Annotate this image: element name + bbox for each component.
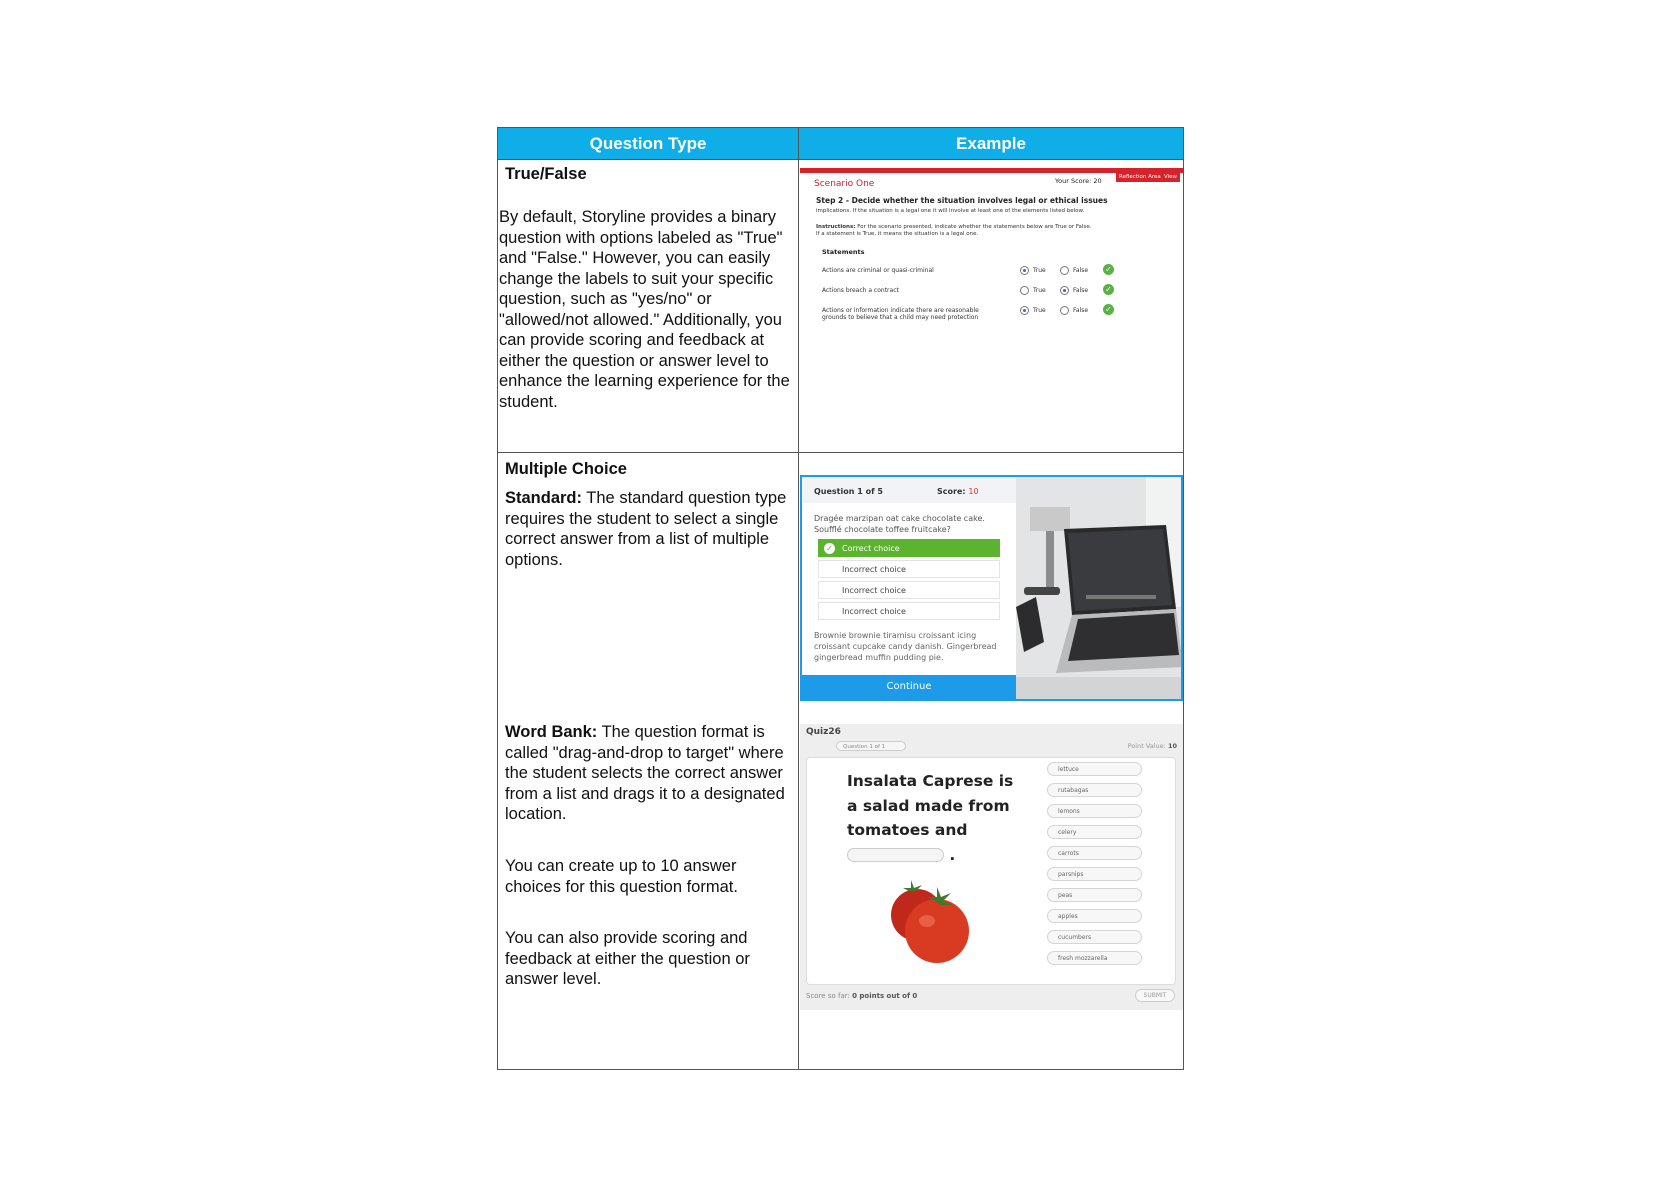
choice-label: Correct choice <box>842 544 900 553</box>
word-bank-para2: You can create up to 10 answer choices for this question format. <box>505 857 738 896</box>
question-panel <box>802 477 1016 699</box>
your-score: Your Score: 20 <box>1055 177 1102 185</box>
step-title: Step 2 - Decide whether the situation involves legal or ethical issues <box>816 196 1108 205</box>
question-score <box>937 487 979 496</box>
score-so-far-value: 0 points out of 0 <box>852 992 918 1000</box>
view-tab[interactable]: View <box>1161 173 1180 182</box>
laptop-desk-photo <box>1016 477 1181 699</box>
question-types-table <box>497 127 1184 1070</box>
continue-button[interactable]: Continue <box>802 675 1016 699</box>
laptop-illustration <box>1016 477 1183 699</box>
score-so-far-label: Score so far: <box>806 992 850 1000</box>
true-label: True <box>1033 267 1046 274</box>
question-sentence <box>847 769 1022 867</box>
statement-1-false-radio[interactable] <box>1060 266 1069 275</box>
word-bank-para3: You can also provide scoring and feedback at either the question or answer level. <box>505 929 750 988</box>
statement-3-line2: grounds to believe that a child may need protection <box>822 314 979 321</box>
question-select[interactable]: Question 1 of 1 <box>836 741 906 751</box>
scenario-title: Scenario One <box>814 179 875 189</box>
word-bank-description <box>505 722 793 825</box>
true-label: True <box>1033 287 1046 294</box>
statement-3-line1: Actions or information indicate there are reasonable <box>822 307 979 314</box>
submit-button[interactable]: SUBMIT <box>1135 989 1175 1002</box>
multiple-choice-example <box>800 475 1183 701</box>
quiz-title: Quiz26 <box>806 727 841 737</box>
statement-2-true-radio[interactable] <box>1020 286 1029 295</box>
word-bank-text: The question format is called "drag-and-drop to target" where the student selects the correct answer from a list and drags it to a designated location. <box>505 723 785 823</box>
row-divider <box>498 452 1183 453</box>
header-example: Example <box>799 128 1183 159</box>
false-label: False <box>1073 307 1089 314</box>
header-question-type: Question Type <box>498 128 799 159</box>
word-chip[interactable]: fresh mozzarella <box>1047 951 1142 965</box>
score-label: Score: <box>937 487 966 496</box>
question-text: Dragée marzipan oat cake chocolate cake. Soufflé chocolate toffee fruitcake? <box>814 514 985 534</box>
standard-description <box>505 488 793 570</box>
reflection-area-tab[interactable]: Reflection Area <box>1116 173 1164 182</box>
choice-incorrect[interactable]: Incorrect choice <box>818 581 1000 599</box>
multiple-choice-heading: Multiple Choice <box>505 460 627 478</box>
instructions-label: Instructions: <box>816 224 856 230</box>
sentence-end: . <box>949 845 956 864</box>
word-bank-label: Word Bank: <box>505 723 598 741</box>
choice-incorrect[interactable]: Incorrect choice <box>818 560 1000 578</box>
statement-3-false-radio[interactable] <box>1060 306 1069 315</box>
false-label: False <box>1073 287 1089 294</box>
true-false-example <box>800 160 1183 450</box>
score-so-far <box>806 992 917 1000</box>
choice-incorrect[interactable]: Incorrect choice <box>818 602 1000 620</box>
choice-correct[interactable] <box>818 539 1000 557</box>
check-icon: ✓ <box>1103 264 1114 275</box>
word-chip[interactable]: lettuce <box>1047 762 1142 776</box>
word-chip[interactable]: cucumbers <box>1047 930 1142 944</box>
statement-1-true-radio[interactable] <box>1020 266 1029 275</box>
check-icon: ✓ <box>824 543 835 554</box>
word-chip[interactable]: carrots <box>1047 846 1142 860</box>
point-value-label: Point Value: <box>1127 742 1166 750</box>
word-chip[interactable]: apples <box>1047 909 1142 923</box>
standard-label: Standard: <box>505 489 583 507</box>
feedback-text: Brownie brownie tiramisu croissant icing croissant cupcake candy danish. Gingerbread gingerbread muffin pudding pie. <box>814 631 997 662</box>
instructions-line2: If a statement is True, it means the situation is a legal one. <box>816 231 979 237</box>
check-icon: ✓ <box>1103 304 1114 315</box>
word-chip[interactable]: lemons <box>1047 804 1142 818</box>
score-value: 10 <box>968 487 979 496</box>
true-false-description: By default, Storyline provides a binary question with options labeled as "True" and "False." However, you can easily change the labels to suit your specific question, such as "yes/no" or "allowed/not allowed." Additionally, you can provide scoring and feedback at either the question or answer level to enhance the learning experience for the student. <box>499 208 790 411</box>
standard-text: The standard question type requires the student to select a single correct answer from a list of multiple options. <box>505 489 787 569</box>
true-false-heading: True/False <box>505 165 587 183</box>
statement-2-false-radio[interactable] <box>1060 286 1069 295</box>
true-label: True <box>1033 307 1046 314</box>
drop-target[interactable] <box>847 848 944 862</box>
statement-3-true-radio[interactable] <box>1020 306 1029 315</box>
check-icon: ✓ <box>1103 284 1114 295</box>
column-divider <box>798 159 799 1069</box>
instructions-text: For the scenario presented, indicate whether the statements below are True or False. <box>857 224 1092 230</box>
word-chip[interactable]: parsnips <box>1047 867 1142 881</box>
word-bank-example <box>800 724 1183 1010</box>
word-chip[interactable]: celery <box>1047 825 1142 839</box>
statements-header: Statements <box>822 248 865 256</box>
word-chip[interactable]: peas <box>1047 888 1142 902</box>
statement-1: Actions are criminal or quasi-criminal <box>822 267 934 274</box>
false-label: False <box>1073 267 1089 274</box>
word-chip[interactable]: rutabagas <box>1047 783 1142 797</box>
statement-3 <box>822 307 979 321</box>
instructions-line1 <box>816 224 1091 230</box>
point-value <box>1128 742 1177 750</box>
point-value-number: 10 <box>1167 742 1177 750</box>
tomato-image <box>887 873 977 968</box>
statement-2: Actions breach a contract <box>822 287 899 294</box>
question-number: Question 1 of 5 <box>814 487 883 496</box>
sentence-text: Insalata Caprese is a salad made from tomatoes and <box>847 772 1014 839</box>
step-subtext: implications. If the situation is a legal one it will involve at least one of the elements listed below. <box>816 208 1085 214</box>
question-panel <box>806 757 1176 985</box>
